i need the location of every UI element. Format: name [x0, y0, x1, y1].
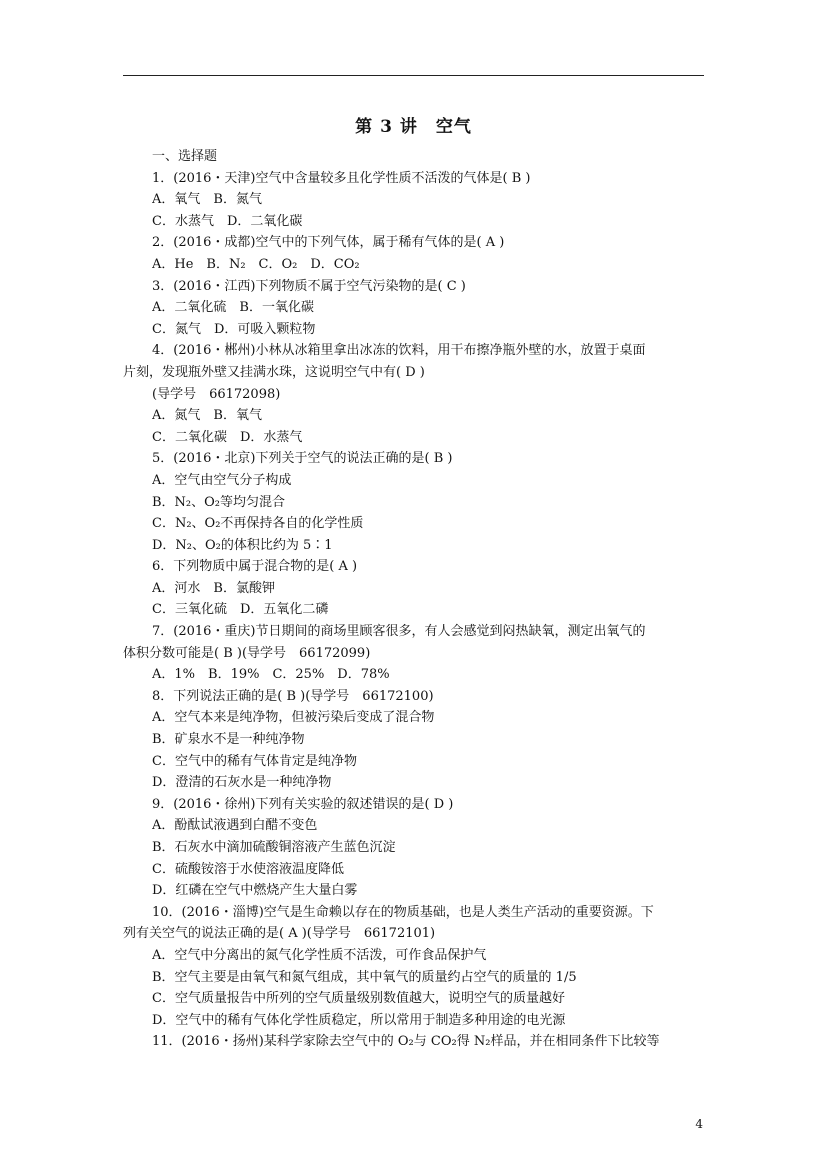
option-line: A．He B．N₂ C．O₂ D．CO₂ [152, 256, 360, 272]
option-line: C．氮气 D．可吸入颗粒物 [152, 321, 316, 337]
question-line: 4．(2016・郴州)小林从冰箱里拿出冰冻的饮料，用干布擦净瓶外壁的水，放置于桌面 [152, 343, 646, 359]
option-line: D．红磷在空气中燃烧产生大量白雾 [152, 883, 358, 899]
option-line: A．氮气 B．氧气 [152, 408, 262, 424]
option-line: D．澄清的石灰水是一种纯净物 [152, 775, 332, 791]
question-line: 10．(2016・淄博)空气是生命赖以存在的物质基础，也是人类生产活动的重要资源。下 [152, 904, 654, 920]
question-line: 5．(2016・北京)下列关于空气的说法正确的是( B ) [152, 451, 453, 467]
option-line: C．水蒸气 D．二氧化碳 [152, 213, 303, 229]
option-line: D．N₂、O₂的体积比约为 5∶1 [152, 537, 333, 553]
option-line: C．硫酸铵溶于水使溶液温度降低 [152, 861, 344, 877]
page-number: 4 [695, 1117, 703, 1131]
option-line: D．空气中的稀有气体化学性质稳定，所以常用于制造多种用途的电光源 [152, 1012, 566, 1028]
question-line: 11．(2016・扬州)某科学家除去空气中的 O₂与 CO₂得 N₂样品，并在相同条件下比较等 [152, 1034, 660, 1050]
question-continuation: 列有关空气的说法正确的是( A )(导学号 66172101) [123, 926, 436, 942]
header-rule [123, 75, 704, 76]
question-line: 8．下列说法正确的是( B )(导学号 66172100) [152, 688, 434, 704]
question-continuation: 体积分数可能是( B )(导学号 66172099) [123, 645, 371, 661]
option-line: A．酚酞试液遇到白醋不变色 [152, 818, 318, 834]
option-line: A．1% B．19% C．25% D．78% [152, 667, 390, 683]
option-line: C．空气质量报告中所列的空气质量级别数值越大，说明空气的质量越好 [152, 991, 565, 1007]
question-line: 1．(2016・天津)空气中含量较多且化学性质不活泼的气体是( B ) [152, 170, 531, 186]
option-line: A．空气由空气分子构成 [152, 472, 292, 488]
option-line: A．空气中分离出的氮气化学性质不活泼，可作食品保护气 [152, 947, 487, 963]
question-line: 7．(2016・重庆)节日期间的商场里顾客很多，有人会感觉到闷热缺氧，测定出氧气的 [152, 624, 646, 640]
option-line: A．河水 B．氯酸钾 [152, 580, 275, 596]
option-line: A．空气本来是纯净物，但被污染后变成了混合物 [152, 710, 435, 726]
question-line: 2．(2016・成都)空气中的下列气体，属于稀有气体的是( A ) [152, 235, 505, 251]
question-line: 3．(2016・江西)下列物质不属于空气污染物的是( C ) [152, 278, 466, 294]
option-line: B．空气主要是由氧气和氮气组成，其中氧气的质量约占空气的质量的 1/5 [152, 969, 577, 985]
question-line: 6．下列物质中属于混合物的是( A ) [152, 559, 358, 575]
option-line: C．二氧化碳 D．水蒸气 [152, 429, 303, 445]
question-continuation: 片刻，发现瓶外壁又挂满水珠，这说明空气中有( D ) [123, 364, 425, 380]
option-line: C．空气中的稀有气体肯定是纯净物 [152, 753, 357, 769]
option-line: B．矿泉水不是一种纯净物 [152, 732, 305, 748]
question-body [123, 146, 704, 1053]
guide-number: (导学号 66172098) [152, 386, 281, 402]
option-line: C．三氧化硫 D．五氧化二磷 [152, 602, 329, 618]
option-line: A．氧气 B．氮气 [152, 192, 262, 208]
option-line: A．二氧化硫 B．一氧化碳 [152, 300, 314, 316]
option-line: B．N₂、O₂等均匀混合 [152, 494, 286, 510]
section-heading: 一、选择题 [152, 149, 218, 164]
page-title: 第 3 讲 空气 [355, 117, 472, 137]
option-line: C．N₂、O₂不再保持各自的化学性质 [152, 516, 364, 532]
question-line: 9．(2016・徐州)下列有关实验的叙述错误的是( D ) [152, 796, 454, 812]
option-line: B．石灰水中滴加硫酸铜溶液产生蓝色沉淀 [152, 840, 396, 855]
